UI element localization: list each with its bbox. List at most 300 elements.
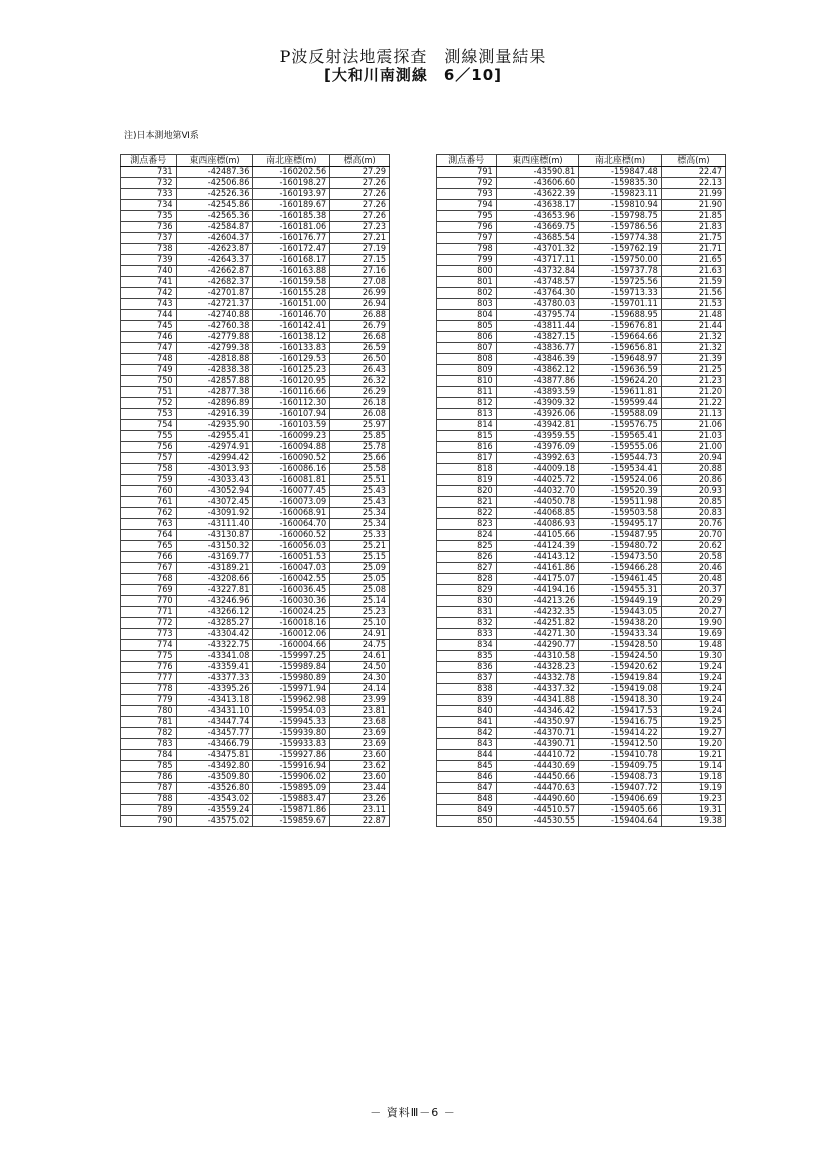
easting-cell: -42506.86 xyxy=(176,178,253,189)
table-row xyxy=(121,618,390,629)
elevation-cell: 26.99 xyxy=(330,288,390,299)
northing-cell: -159480.72 xyxy=(579,541,662,552)
table-row xyxy=(121,596,390,607)
point-number-cell: 767 xyxy=(121,563,177,574)
point-number-cell: 779 xyxy=(121,695,177,706)
northing-cell: -160151.00 xyxy=(253,299,330,310)
northing-cell: -160068.91 xyxy=(253,508,330,519)
northing-cell: -159544.73 xyxy=(579,453,662,464)
table-row xyxy=(437,563,726,574)
northing-cell: -160120.95 xyxy=(253,376,330,387)
table-row xyxy=(437,794,726,805)
easting-cell: -42955.41 xyxy=(176,431,253,442)
table-row xyxy=(121,277,390,288)
point-number-cell: 793 xyxy=(437,189,497,200)
table-row xyxy=(437,706,726,717)
elevation-cell: 26.59 xyxy=(330,343,390,354)
table-row xyxy=(121,673,390,684)
table-row xyxy=(437,332,726,343)
point-number-cell: 733 xyxy=(121,189,177,200)
elevation-cell: 21.59 xyxy=(661,277,725,288)
page-footer: － 資料Ⅲ－6 － xyxy=(370,1106,456,1119)
elevation-cell: 23.99 xyxy=(330,695,390,706)
table-row xyxy=(121,464,390,475)
northing-cell: -160125.23 xyxy=(253,365,330,376)
easting-cell: -44450.66 xyxy=(496,772,579,783)
northing-cell: -159954.03 xyxy=(253,706,330,717)
easting-cell: -42740.88 xyxy=(176,310,253,321)
elevation-cell: 26.08 xyxy=(330,409,390,420)
table-row xyxy=(437,431,726,442)
northing-cell: -160042.55 xyxy=(253,574,330,585)
easting-cell: -43701.32 xyxy=(496,244,579,255)
northing-cell: -159701.11 xyxy=(579,299,662,310)
elevation-cell: 24.61 xyxy=(330,651,390,662)
table-row xyxy=(437,761,726,772)
elevation-cell: 22.47 xyxy=(661,167,725,178)
northing-cell: -159487.95 xyxy=(579,530,662,541)
elevation-cell: 25.97 xyxy=(330,420,390,431)
northing-cell: -159407.72 xyxy=(579,783,662,794)
easting-cell: -43877.86 xyxy=(496,376,579,387)
easting-cell: -43526.80 xyxy=(176,783,253,794)
point-number-cell: 844 xyxy=(437,750,497,761)
elevation-cell: 22.87 xyxy=(330,816,390,827)
easting-cell: -43341.08 xyxy=(176,651,253,662)
northing-cell: -159419.84 xyxy=(579,673,662,684)
easting-cell: -43091.92 xyxy=(176,508,253,519)
easting-cell: -42818.88 xyxy=(176,354,253,365)
elevation-cell: 20.58 xyxy=(661,552,725,563)
elevation-cell: 27.26 xyxy=(330,189,390,200)
easting-cell: -43638.17 xyxy=(496,200,579,211)
point-number-cell: 751 xyxy=(121,387,177,398)
easting-cell: -42896.89 xyxy=(176,398,253,409)
table-row xyxy=(437,475,726,486)
column-header-point-number: 測点番号 xyxy=(437,155,497,167)
northing-cell: -159676.81 xyxy=(579,321,662,332)
point-number-cell: 763 xyxy=(121,519,177,530)
table-row xyxy=(437,266,726,277)
column-header-elevation: 標高(m) xyxy=(330,155,390,167)
point-number-cell: 747 xyxy=(121,343,177,354)
easting-cell: -43811.44 xyxy=(496,321,579,332)
northing-cell: -159405.66 xyxy=(579,805,662,816)
elevation-cell: 19.24 xyxy=(661,673,725,684)
table-row xyxy=(121,816,390,827)
point-number-cell: 788 xyxy=(121,794,177,805)
point-number-cell: 770 xyxy=(121,596,177,607)
table-row xyxy=(121,376,390,387)
point-number-cell: 769 xyxy=(121,585,177,596)
elevation-cell: 27.26 xyxy=(330,211,390,222)
elevation-cell: 26.50 xyxy=(330,354,390,365)
table-row xyxy=(437,442,726,453)
point-number-cell: 813 xyxy=(437,409,497,420)
elevation-cell: 19.31 xyxy=(661,805,725,816)
elevation-cell: 20.62 xyxy=(661,541,725,552)
easting-cell: -43862.12 xyxy=(496,365,579,376)
point-number-cell: 838 xyxy=(437,684,497,695)
elevation-cell: 21.63 xyxy=(661,266,725,277)
table-row xyxy=(121,684,390,695)
point-number-cell: 774 xyxy=(121,640,177,651)
point-number-cell: 799 xyxy=(437,255,497,266)
table-row xyxy=(121,398,390,409)
point-number-cell: 746 xyxy=(121,332,177,343)
easting-cell: -44350.97 xyxy=(496,717,579,728)
point-number-cell: 752 xyxy=(121,398,177,409)
elevation-cell: 25.66 xyxy=(330,453,390,464)
table-row xyxy=(121,805,390,816)
elevation-cell: 21.90 xyxy=(661,200,725,211)
northing-cell: -160030.36 xyxy=(253,596,330,607)
column-header-easting: 東西座標(m) xyxy=(176,155,253,167)
table-row xyxy=(121,706,390,717)
table-row xyxy=(437,200,726,211)
point-number-cell: 814 xyxy=(437,420,497,431)
easting-cell: -44161.86 xyxy=(496,563,579,574)
easting-cell: -43447.74 xyxy=(176,717,253,728)
northing-cell: -159412.50 xyxy=(579,739,662,750)
easting-cell: -44430.69 xyxy=(496,761,579,772)
northing-cell: -159945.33 xyxy=(253,717,330,728)
northing-cell: -159962.98 xyxy=(253,695,330,706)
point-number-cell: 754 xyxy=(121,420,177,431)
point-number-cell: 825 xyxy=(437,541,497,552)
point-number-cell: 744 xyxy=(121,310,177,321)
elevation-cell: 23.69 xyxy=(330,739,390,750)
easting-cell: -44341.88 xyxy=(496,695,579,706)
elevation-cell: 25.14 xyxy=(330,596,390,607)
northing-cell: -160189.67 xyxy=(253,200,330,211)
point-number-cell: 780 xyxy=(121,706,177,717)
table-row xyxy=(121,739,390,750)
point-number-cell: 796 xyxy=(437,222,497,233)
point-number-cell: 834 xyxy=(437,640,497,651)
table-row xyxy=(121,750,390,761)
table-row xyxy=(437,299,726,310)
northing-cell: -159404.64 xyxy=(579,816,662,827)
northing-cell: -160133.83 xyxy=(253,343,330,354)
northing-cell: -160112.30 xyxy=(253,398,330,409)
easting-cell: -44490.60 xyxy=(496,794,579,805)
point-number-cell: 734 xyxy=(121,200,177,211)
northing-cell: -160185.38 xyxy=(253,211,330,222)
northing-cell: -160168.17 xyxy=(253,255,330,266)
table-row xyxy=(437,574,726,585)
elevation-cell: 26.79 xyxy=(330,321,390,332)
easting-cell: -42662.87 xyxy=(176,266,253,277)
northing-cell: -159495.17 xyxy=(579,519,662,530)
easting-cell: -43395.26 xyxy=(176,684,253,695)
easting-cell: -44086.93 xyxy=(496,519,579,530)
point-number-cell: 832 xyxy=(437,618,497,629)
easting-cell: -43052.94 xyxy=(176,486,253,497)
table-row xyxy=(121,772,390,783)
table-row xyxy=(121,640,390,651)
elevation-cell: 25.43 xyxy=(330,486,390,497)
table-row xyxy=(437,167,726,178)
point-number-cell: 748 xyxy=(121,354,177,365)
elevation-cell: 19.20 xyxy=(661,739,725,750)
northing-cell: -160036.45 xyxy=(253,585,330,596)
point-number-cell: 806 xyxy=(437,332,497,343)
point-number-cell: 845 xyxy=(437,761,497,772)
easting-cell: -42877.38 xyxy=(176,387,253,398)
elevation-cell: 21.65 xyxy=(661,255,725,266)
northing-cell: -159520.39 xyxy=(579,486,662,497)
table-row xyxy=(121,585,390,596)
table-row xyxy=(437,618,726,629)
point-number-cell: 743 xyxy=(121,299,177,310)
northing-cell: -159636.59 xyxy=(579,365,662,376)
elevation-cell: 23.81 xyxy=(330,706,390,717)
table-row xyxy=(437,464,726,475)
point-number-cell: 741 xyxy=(121,277,177,288)
point-number-cell: 789 xyxy=(121,805,177,816)
easting-cell: -44332.78 xyxy=(496,673,579,684)
elevation-cell: 19.24 xyxy=(661,695,725,706)
northing-cell: -159871.86 xyxy=(253,805,330,816)
table-row xyxy=(437,541,726,552)
elevation-cell: 26.94 xyxy=(330,299,390,310)
northing-cell: -160060.52 xyxy=(253,530,330,541)
easting-cell: -43013.93 xyxy=(176,464,253,475)
table-row xyxy=(121,354,390,365)
easting-cell: -42974.91 xyxy=(176,442,253,453)
elevation-cell: 20.29 xyxy=(661,596,725,607)
table-row xyxy=(121,200,390,211)
northing-cell: -160163.88 xyxy=(253,266,330,277)
page-title: P波反射法地震探査 測線測量結果 xyxy=(279,47,547,66)
easting-cell: -44251.82 xyxy=(496,618,579,629)
easting-cell: -43846.39 xyxy=(496,354,579,365)
elevation-cell: 27.23 xyxy=(330,222,390,233)
easting-cell: -43130.87 xyxy=(176,530,253,541)
elevation-cell: 21.56 xyxy=(661,288,725,299)
point-number-cell: 749 xyxy=(121,365,177,376)
northing-cell: -160099.23 xyxy=(253,431,330,442)
easting-cell: -44105.66 xyxy=(496,530,579,541)
point-number-cell: 771 xyxy=(121,607,177,618)
elevation-cell: 21.25 xyxy=(661,365,725,376)
table-row xyxy=(437,640,726,651)
elevation-cell: 22.13 xyxy=(661,178,725,189)
table-row xyxy=(437,695,726,706)
point-number-cell: 843 xyxy=(437,739,497,750)
northing-cell: -159980.89 xyxy=(253,673,330,684)
northing-cell: -159503.58 xyxy=(579,508,662,519)
point-number-cell: 819 xyxy=(437,475,497,486)
point-number-cell: 777 xyxy=(121,673,177,684)
table-row xyxy=(437,629,726,640)
elevation-cell: 20.93 xyxy=(661,486,725,497)
table-row xyxy=(437,662,726,673)
table-row xyxy=(437,783,726,794)
point-number-cell: 731 xyxy=(121,167,177,178)
elevation-cell: 25.15 xyxy=(330,552,390,563)
point-number-cell: 791 xyxy=(437,167,497,178)
elevation-cell: 25.85 xyxy=(330,431,390,442)
easting-cell: -43457.77 xyxy=(176,728,253,739)
elevation-cell: 25.34 xyxy=(330,508,390,519)
northing-cell: -159725.56 xyxy=(579,277,662,288)
point-number-cell: 740 xyxy=(121,266,177,277)
easting-cell: -43169.77 xyxy=(176,552,253,563)
table-row xyxy=(121,409,390,420)
table-row xyxy=(437,387,726,398)
point-number-cell: 842 xyxy=(437,728,497,739)
table-row xyxy=(437,728,726,739)
northing-cell: -160056.03 xyxy=(253,541,330,552)
easting-cell: -42701.87 xyxy=(176,288,253,299)
easting-cell: -44068.85 xyxy=(496,508,579,519)
elevation-cell: 25.51 xyxy=(330,475,390,486)
table-row xyxy=(437,321,726,332)
northing-cell: -159798.75 xyxy=(579,211,662,222)
table-row xyxy=(121,310,390,321)
easting-cell: -44346.42 xyxy=(496,706,579,717)
elevation-cell: 20.85 xyxy=(661,497,725,508)
point-number-cell: 759 xyxy=(121,475,177,486)
northing-cell: -159524.06 xyxy=(579,475,662,486)
easting-cell: -43590.81 xyxy=(496,167,579,178)
northing-cell: -159588.09 xyxy=(579,409,662,420)
easting-cell: -44410.72 xyxy=(496,750,579,761)
northing-cell: -159688.95 xyxy=(579,310,662,321)
point-number-cell: 835 xyxy=(437,651,497,662)
table-row xyxy=(437,750,726,761)
table-row xyxy=(121,607,390,618)
point-number-cell: 831 xyxy=(437,607,497,618)
northing-cell: -160138.12 xyxy=(253,332,330,343)
table-row xyxy=(121,244,390,255)
table-row xyxy=(437,420,726,431)
northing-cell: -160198.27 xyxy=(253,178,330,189)
northing-cell: -160064.70 xyxy=(253,519,330,530)
point-number-cell: 826 xyxy=(437,552,497,563)
datum-note: 注)日本測地第Ⅵ系 xyxy=(124,131,199,141)
easting-cell: -42584.87 xyxy=(176,222,253,233)
elevation-cell: 25.34 xyxy=(330,519,390,530)
northing-cell: -160073.09 xyxy=(253,497,330,508)
elevation-cell: 27.29 xyxy=(330,167,390,178)
northing-cell: -160051.53 xyxy=(253,552,330,563)
northing-cell: -159410.78 xyxy=(579,750,662,761)
easting-cell: -44143.12 xyxy=(496,552,579,563)
easting-cell: -43942.81 xyxy=(496,420,579,431)
point-number-cell: 755 xyxy=(121,431,177,442)
point-number-cell: 841 xyxy=(437,717,497,728)
easting-cell: -42604.37 xyxy=(176,233,253,244)
column-header-easting: 東西座標(m) xyxy=(496,155,579,167)
point-number-cell: 812 xyxy=(437,398,497,409)
table-row xyxy=(437,530,726,541)
elevation-cell: 19.69 xyxy=(661,629,725,640)
elevation-cell: 21.13 xyxy=(661,409,725,420)
point-number-cell: 840 xyxy=(437,706,497,717)
easting-cell: -43827.15 xyxy=(496,332,579,343)
point-number-cell: 797 xyxy=(437,233,497,244)
table-row xyxy=(437,673,726,684)
easting-cell: -43926.06 xyxy=(496,409,579,420)
northing-cell: -159713.33 xyxy=(579,288,662,299)
elevation-cell: 21.48 xyxy=(661,310,725,321)
northing-cell: -159762.19 xyxy=(579,244,662,255)
point-number-cell: 805 xyxy=(437,321,497,332)
table-row xyxy=(437,178,726,189)
table-row xyxy=(437,189,726,200)
point-number-cell: 824 xyxy=(437,530,497,541)
northing-cell: -159420.62 xyxy=(579,662,662,673)
table-row xyxy=(437,552,726,563)
northing-cell: -159895.09 xyxy=(253,783,330,794)
elevation-cell: 19.23 xyxy=(661,794,725,805)
easting-cell: -42994.42 xyxy=(176,453,253,464)
northing-cell: -159835.30 xyxy=(579,178,662,189)
point-number-cell: 790 xyxy=(121,816,177,827)
table-row xyxy=(121,717,390,728)
easting-cell: -43959.55 xyxy=(496,431,579,442)
table-row xyxy=(121,321,390,332)
elevation-cell: 21.32 xyxy=(661,343,725,354)
table-row xyxy=(121,178,390,189)
point-number-cell: 773 xyxy=(121,629,177,640)
easting-cell: -43669.75 xyxy=(496,222,579,233)
point-number-cell: 830 xyxy=(437,596,497,607)
table-row xyxy=(437,651,726,662)
easting-cell: -43492.80 xyxy=(176,761,253,772)
northing-cell: -160094.88 xyxy=(253,442,330,453)
point-number-cell: 768 xyxy=(121,574,177,585)
elevation-cell: 19.27 xyxy=(661,728,725,739)
elevation-cell: 21.99 xyxy=(661,189,725,200)
point-number-cell: 735 xyxy=(121,211,177,222)
northing-cell: -160176.77 xyxy=(253,233,330,244)
elevation-cell: 27.19 xyxy=(330,244,390,255)
easting-cell: -43359.41 xyxy=(176,662,253,673)
table-row xyxy=(121,255,390,266)
table-row xyxy=(121,662,390,673)
point-number-cell: 785 xyxy=(121,761,177,772)
northing-cell: -159847.48 xyxy=(579,167,662,178)
point-number-cell: 818 xyxy=(437,464,497,475)
point-number-cell: 750 xyxy=(121,376,177,387)
table-row xyxy=(121,695,390,706)
point-number-cell: 753 xyxy=(121,409,177,420)
elevation-cell: 19.25 xyxy=(661,717,725,728)
northing-cell: -160142.41 xyxy=(253,321,330,332)
elevation-cell: 24.75 xyxy=(330,640,390,651)
table-row xyxy=(437,244,726,255)
table-row xyxy=(121,574,390,585)
northing-cell: -159406.69 xyxy=(579,794,662,805)
survey-table-left xyxy=(120,154,390,827)
table-row xyxy=(437,596,726,607)
elevation-cell: 23.60 xyxy=(330,750,390,761)
easting-cell: -44470.63 xyxy=(496,783,579,794)
northing-cell: -159416.75 xyxy=(579,717,662,728)
northing-cell: -159774.38 xyxy=(579,233,662,244)
elevation-cell: 24.50 xyxy=(330,662,390,673)
northing-cell: -159971.94 xyxy=(253,684,330,695)
elevation-cell: 19.18 xyxy=(661,772,725,783)
table-row xyxy=(121,288,390,299)
point-number-cell: 821 xyxy=(437,497,497,508)
point-number-cell: 784 xyxy=(121,750,177,761)
elevation-cell: 26.43 xyxy=(330,365,390,376)
